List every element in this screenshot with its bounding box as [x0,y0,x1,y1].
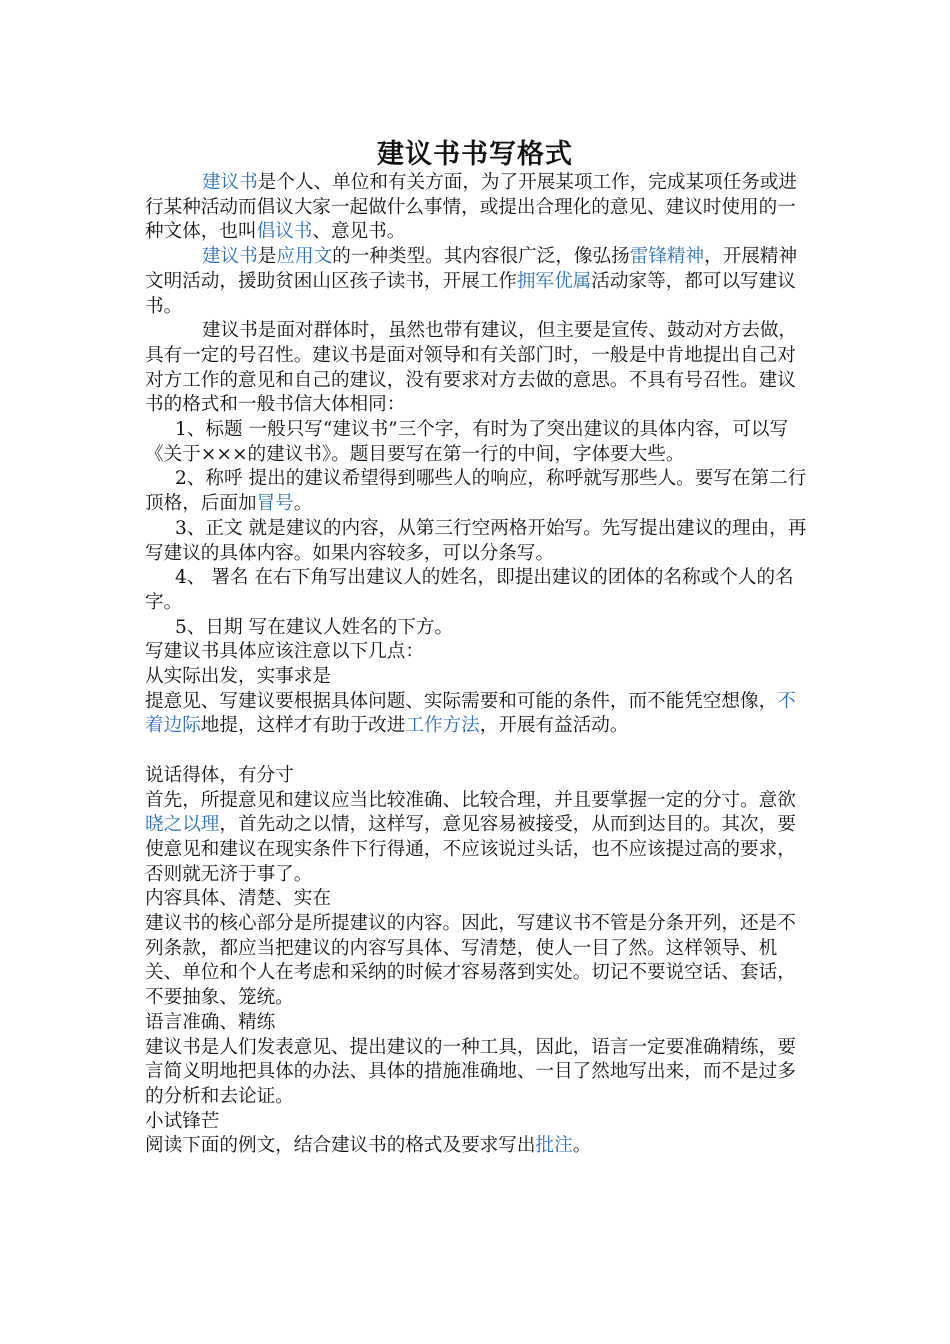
paragraph-type [145,245,810,319]
paragraph-audience: 建议书是面对群体时，虽然也带有建议，但主要是宣传、鼓动对方去做，具有一定的号召性。建议书是面对领导和有关部门时，一般是中肯地提出自己对对方工作的意见和自己的建议，没有要求对方去做的意思。不具有号召性。建议书的格式和一般书信大体相同： [145,320,798,416]
text-run: 首先，所提意见和建议应当比较准确、比较合理，并且要掌握一定的分寸。意欲 [145,789,796,811]
text-run: 。 [572,1135,592,1157]
link-jianyishu[interactable]: 建议书 [202,172,258,193]
text-run: 、意见书。 [312,221,406,243]
paragraph-definition [145,171,810,245]
section-text: 建议书的核心部分是所提建议的内容。因此，写建议书不管是分条开列，还是不列条款，都应当把建议的内容写具体、写清楚，使人一目了然。这样领导、机关、单位和个人在考虑和采纳的时候才容易落到实处。切记不要说空话、套话，不要抽象、笼统。 [145,913,796,1009]
section-text [145,1134,810,1159]
format-item-signature: 4、 署名 在右下角写出建议人的姓名，即提出建议的团体的名称或个人的名字。 [145,567,794,613]
text-run: 活动家等，都可以写建议书。 [145,270,796,317]
link-jianyishu-2[interactable]: 建议书 [202,246,258,268]
link-buzhaobianji[interactable]: 不着边际 [145,690,796,737]
text-run: 提意见、写建议要根据具体问题、实际需要和可能的条件，而不能凭空想像， [145,690,778,712]
text-run: 阅读下面的例文，结合建议书的格式及要求写出 [145,1135,536,1157]
text-run: ，首先动之以情，这样写，意见容易被接受，从而到达目的。其次，要使意见和建议在现实条件下行得通，不应该说过头话，也不应该提过高的要求，否则就无济于事了。 [145,814,796,885]
format-item-date: 5、日期 写在建议人姓名的下方。 [175,616,454,638]
link-xiaozhiyili[interactable]: 晓之以理 [145,814,220,836]
document-body [145,171,810,1159]
section-text [145,789,810,888]
format-item-title: 1、标题 一般只写“建议书”三个字，有时为了突出建议的具体内容，可以写《关于×××的建议书》。题目要写在第一行的中间，字体要大些。 [145,419,789,465]
link-gongzuo-fangfa[interactable]: 工作方法 [405,715,480,737]
format-item-body: 3、正文 就是建议的内容，从第三行空两格开始写。先写提出建议的理由，再写建议的具体内容。如果内容较多，可以分条写。 [145,517,807,564]
section-heading: 从实际出发，实事求是 [145,666,331,688]
text-run: ，开展精神文明活动，援助贫困山区孩子读书，开展工作 [145,246,798,292]
text-run: 地提，这样才有助于改进 [200,715,406,737]
page-title: 建议书书写格式 [377,139,573,170]
link-maohao[interactable]: 冒号 [256,493,294,515]
link-changyishu[interactable]: 倡议书 [256,221,313,243]
section-heading: 说话得体，有分寸 [145,764,294,786]
text-run: ，开展有益活动。 [479,715,629,737]
text-run: 是个人、单位和有关方面，为了开展某项工作，完成某项任务或进行某种活动而倡议大家一起做什么事情，或提出合理化的意见、建议时使用的一种文体，也叫 [145,172,798,243]
section-text [145,690,810,739]
text-run: 2、称呼 提出的建议希望得到哪些人的响应，称呼就写那些人。要写在第二行顶格，后面加 [145,468,807,515]
section-heading: 内容具体、清楚、实在 [145,888,331,910]
section-text: 建议书是人们发表意见、提出建议的一种工具，因此，语言一定要准确精练，要言简义明地把具体的办法、具体的措施准确地、一目了然地写出来，而不是过多的分析和去论证。 [145,1036,796,1107]
link-yingyongwen[interactable]: 应用文 [276,246,333,268]
notes-intro: 写建议书具体应该注意以下几点： [145,641,424,663]
link-yongjun-youshu[interactable]: 拥军优属 [516,270,592,292]
format-item-salutation [145,467,810,516]
section-heading: 小试锋芒 [145,1110,220,1132]
link-pizhu[interactable]: 批注 [535,1135,573,1157]
blank-line [145,739,810,764]
text-run: 。 [293,493,313,515]
text-run: 是 [257,246,277,268]
text-run: 的一种类型。其内容很广泛，像弘扬 [332,246,630,268]
section-heading: 语言准确、精练 [145,1011,276,1033]
link-leifeng-jingshen[interactable]: 雷锋精神 [629,246,705,268]
